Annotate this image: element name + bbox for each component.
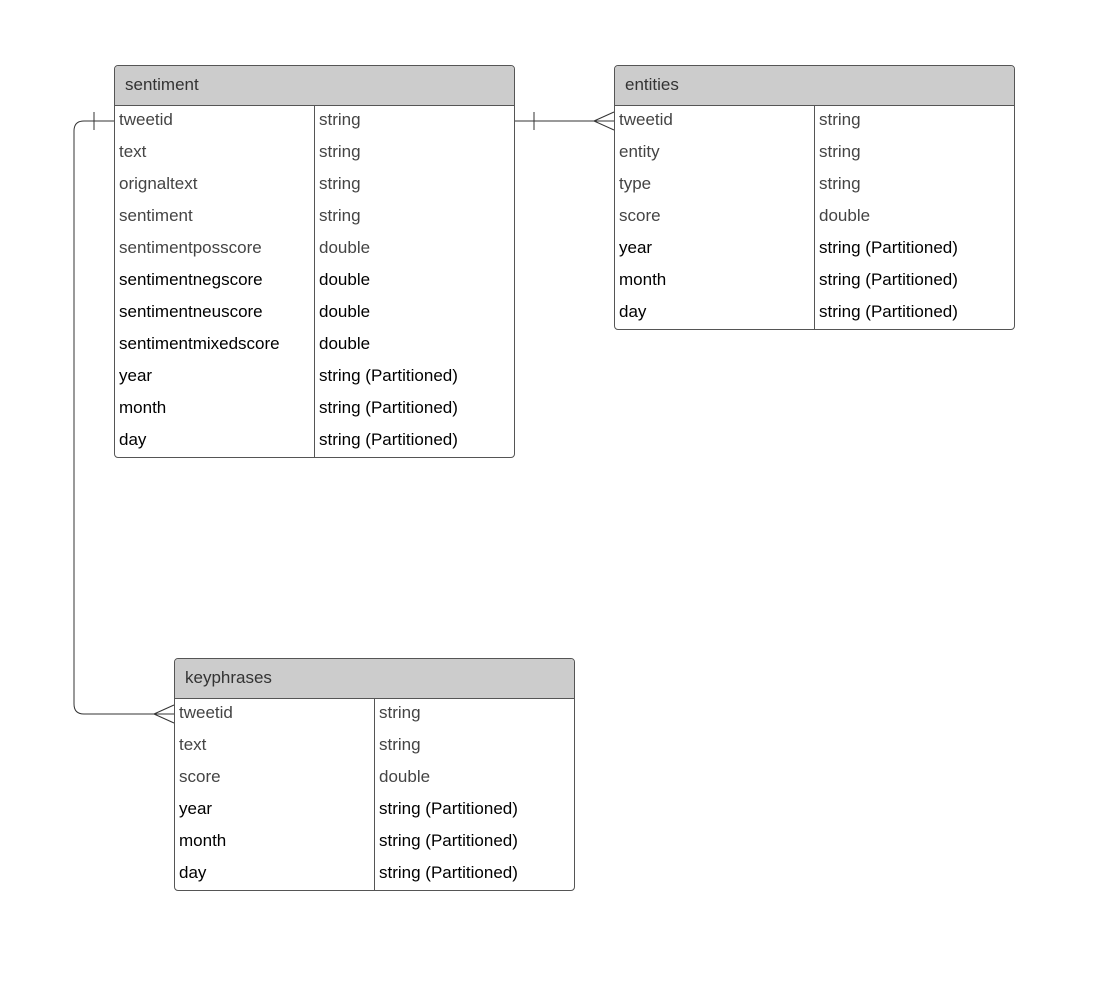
column-type: string (Partitioned) xyxy=(379,863,518,882)
table-row xyxy=(115,170,514,202)
column-type: string (Partitioned) xyxy=(819,270,958,289)
table-row xyxy=(175,731,574,763)
column-type: double xyxy=(319,302,371,321)
table-row xyxy=(115,266,514,298)
column-type: string (Partitioned) xyxy=(819,302,958,321)
column-type: string xyxy=(819,110,861,129)
column-name: text xyxy=(119,142,147,161)
crowfoot-upper xyxy=(154,705,174,714)
column-type: string (Partitioned) xyxy=(379,831,518,850)
table-row xyxy=(615,138,1014,170)
crowfoot-lower xyxy=(154,714,174,723)
column-type: string xyxy=(319,174,361,193)
table-row xyxy=(615,298,1014,330)
table-row xyxy=(115,234,514,266)
table-row xyxy=(615,170,1014,202)
column-type: string (Partitioned) xyxy=(819,238,958,257)
column-name: month xyxy=(619,270,667,289)
column-type: double xyxy=(379,767,431,786)
column-name: sentimentposscore xyxy=(119,238,262,257)
table-row xyxy=(615,266,1014,298)
column-name: month xyxy=(179,831,227,850)
column-type: string xyxy=(319,206,361,225)
table-row xyxy=(175,795,574,827)
column-name: tweetid xyxy=(179,703,233,722)
column-name: day xyxy=(119,430,147,449)
table-row xyxy=(115,394,514,426)
table-rows xyxy=(175,699,574,891)
column-name: sentiment xyxy=(119,206,193,225)
column-name: sentimentneuscore xyxy=(119,302,263,321)
column-type: string xyxy=(819,142,861,161)
table-row xyxy=(175,859,574,891)
table-row xyxy=(115,202,514,234)
table-row xyxy=(615,106,1014,138)
column-type: string xyxy=(379,703,421,722)
table-row xyxy=(115,426,514,458)
column-name: day xyxy=(179,863,207,882)
column-type: string xyxy=(379,735,421,754)
column-name: year xyxy=(179,799,213,818)
column-type: double xyxy=(319,334,371,353)
sentiment-table[interactable] xyxy=(114,65,515,458)
table-row xyxy=(175,827,574,859)
table-row xyxy=(115,138,514,170)
column-name: month xyxy=(119,398,167,417)
crowfoot-upper xyxy=(594,112,614,121)
column-type: double xyxy=(319,270,371,289)
table-rows xyxy=(615,106,1014,330)
column-type: double xyxy=(319,238,371,257)
keyphrases-table[interactable] xyxy=(174,658,575,891)
table-title: sentiment xyxy=(115,66,514,106)
column-type: string xyxy=(819,174,861,193)
column-name: text xyxy=(179,735,207,754)
crowfoot-lower xyxy=(594,121,614,130)
column-type: string (Partitioned) xyxy=(379,799,518,818)
table-row xyxy=(115,106,514,138)
table-title: keyphrases xyxy=(175,659,574,699)
column-type: double xyxy=(819,206,871,225)
table-row xyxy=(615,234,1014,266)
column-name: tweetid xyxy=(119,110,173,129)
table-row xyxy=(175,763,574,795)
table-row xyxy=(115,330,514,362)
table-rows xyxy=(115,106,514,458)
column-type: string (Partitioned) xyxy=(319,430,458,449)
column-type: string (Partitioned) xyxy=(319,366,458,385)
column-name: entity xyxy=(619,142,660,161)
column-name: sentimentnegscore xyxy=(119,270,263,289)
relationship-sentiment-entities xyxy=(514,112,614,130)
table-row xyxy=(115,362,514,394)
column-name: sentimentmixedscore xyxy=(119,334,280,353)
table-row xyxy=(615,202,1014,234)
column-name: year xyxy=(619,238,653,257)
column-name: orignaltext xyxy=(119,174,198,193)
column-type: string xyxy=(319,110,361,129)
column-name: score xyxy=(179,767,221,786)
column-type: string (Partitioned) xyxy=(319,398,458,417)
table-row xyxy=(115,298,514,330)
entities-table[interactable] xyxy=(614,65,1015,330)
table-row xyxy=(175,699,574,731)
column-name: type xyxy=(619,174,652,193)
column-name: tweetid xyxy=(619,110,673,129)
column-name: year xyxy=(119,366,153,385)
table-title: entities xyxy=(615,66,1014,106)
column-type: string xyxy=(319,142,361,161)
column-name: day xyxy=(619,302,647,321)
column-name: score xyxy=(619,206,661,225)
